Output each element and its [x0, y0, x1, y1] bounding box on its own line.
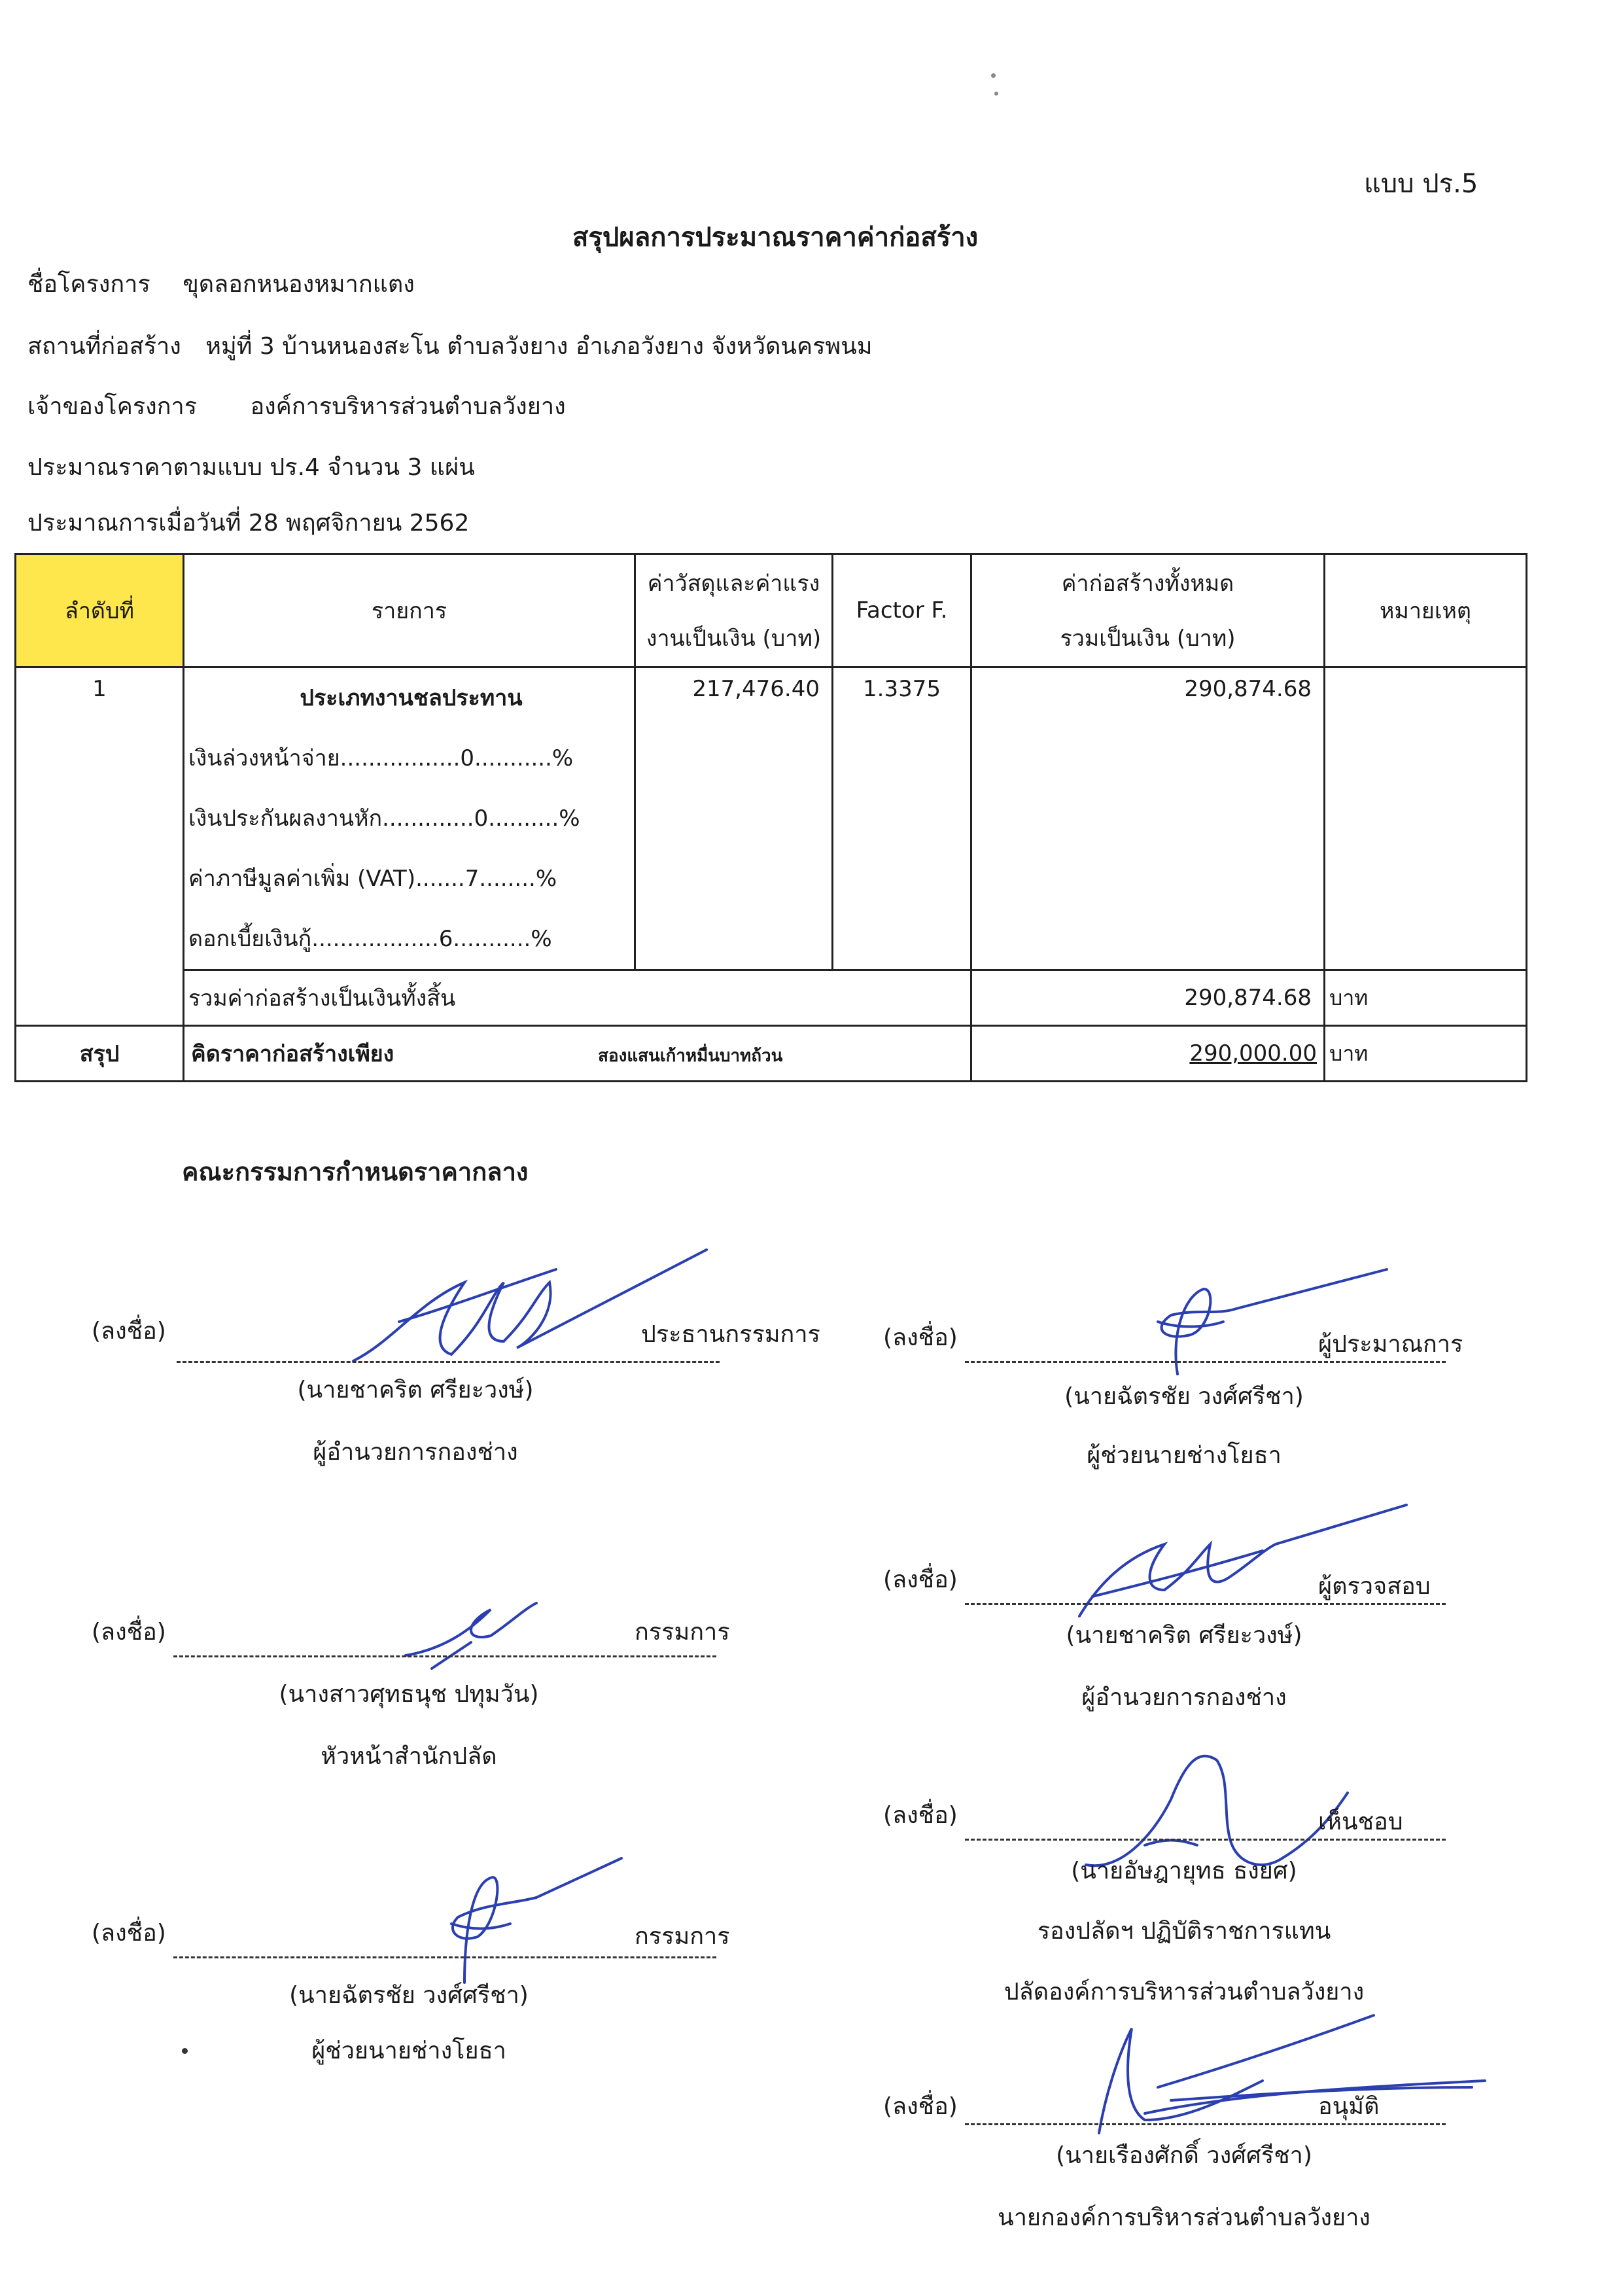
header-order: ลำดับที่ — [16, 554, 184, 667]
project-location-value: หมู่ที่ 3 บ้านหนองสะโน ตำบลวังยาง อำเภอวังยาง จังหวัดนครพนม — [205, 333, 873, 360]
sign-label: (ลงชื่อ) — [883, 2093, 958, 2120]
header-material — [635, 554, 833, 667]
scan-speck — [991, 73, 996, 78]
name-estimator: (นายฉัตรชัย วงศ์ศรีชา) — [1064, 1383, 1304, 1410]
position-agree: รองปลัดฯ ปฏิบัติราชการแทน — [1037, 1918, 1331, 1945]
header-note: หมายเหตุ — [1325, 554, 1527, 667]
project-name-label: ชื่อโครงการ — [27, 271, 150, 298]
row-factor-value: 1.3375 — [833, 667, 971, 970]
header-total-line1: ค่าก่อสร้างทั้งหมด — [1061, 571, 1234, 597]
summary-amount: 290,000.00 — [971, 1026, 1325, 1082]
scan-speck — [994, 92, 998, 96]
handwritten-signature-chair — [340, 1243, 733, 1374]
summary-row — [16, 1026, 1527, 1082]
name-agree: (นายอัษฎายุทธ ธงยศ) — [1071, 1858, 1297, 1884]
role-chair: ประธานกรรมการ — [641, 1321, 820, 1348]
table-row — [16, 667, 1527, 970]
total-unit: บาท — [1325, 970, 1527, 1026]
role-member2: กรรมการ — [635, 1923, 730, 1950]
total-row — [16, 970, 1527, 1026]
sign-label: (ลงชื่อ) — [883, 1802, 958, 1829]
header-material-line2: งานเป็นเงิน (บาท) — [646, 626, 822, 652]
handwritten-signature-member2 — [353, 1858, 628, 1989]
project-owner-value: องค์การบริหารส่วนตำบลวังยาง — [250, 393, 566, 420]
name-member1: (นางสาวศุทธนุช ปทุมวัน) — [279, 1681, 539, 1708]
summary-desc-cell — [184, 1026, 971, 1082]
sub-item-interest: ดอกเบี้ยเงินกู้..................6...........% — [188, 926, 552, 952]
row-order: 1 — [16, 667, 184, 1026]
project-location-line — [27, 327, 873, 364]
row-items — [184, 667, 635, 970]
project-location-label: สถานที่ก่อสร้าง — [27, 333, 181, 360]
sub-item-guarantee: เงินประกันผลงานหัก.............0..........% — [188, 805, 580, 832]
total-label: รวมค่าก่อสร้างเป็นเงินทั้งสิ้น — [184, 970, 971, 1026]
header-item: รายการ — [184, 554, 635, 667]
signature-agree — [883, 1740, 1544, 2005]
signature-chair — [92, 1243, 837, 1479]
header-total — [971, 554, 1325, 667]
signature-checker — [883, 1505, 1544, 1714]
role-member1: กรรมการ — [635, 1619, 730, 1646]
sign-label: (ลงชื่อ) — [92, 1619, 166, 1646]
position-chair: ผู้อำนวยการกองช่าง — [313, 1439, 518, 1466]
total-amount: 290,874.68 — [971, 970, 1325, 1026]
signature-member1 — [92, 1570, 837, 1780]
form-code: แบบ ปร.5 — [1364, 169, 1478, 199]
position-approve: นายกองค์การบริหารส่วนตำบลวังยาง — [998, 2204, 1370, 2231]
role-estimator: ผู้ประมาณการ — [1318, 1331, 1463, 1358]
handwritten-signature-member1 — [393, 1583, 589, 1675]
row-note — [1325, 667, 1527, 970]
sign-label: (ลงชื่อ) — [883, 1566, 958, 1593]
signature-line — [173, 1655, 716, 1657]
document-title: สรุปผลการประมาณราคาค่าก่อสร้าง — [572, 222, 979, 253]
position-checker: ผู้อำนวยการกองช่าง — [1081, 1684, 1287, 1711]
sign-label: (ลงชื่อ) — [883, 1324, 958, 1351]
committee-title: คณะกรรมการกำหนดราคากลาง — [182, 1157, 529, 1186]
estimate-reference: ประมาณราคาตามแบบ ปร.4 จำนวน 3 แผ่น — [27, 454, 475, 481]
sub-item-advance: เงินล่วงหน้าจ่าย.................0...........% — [188, 745, 574, 771]
sub-item-vat: ค่าภาษีมูลค่าเพิ่ม (VAT).......7........% — [188, 866, 557, 892]
signature-estimator — [883, 1276, 1544, 1485]
row-item-title: ประเภทงานชลประทาน — [300, 685, 523, 711]
role-checker: ผู้ตรวจสอบ — [1318, 1573, 1431, 1600]
signature-member2 — [92, 1858, 837, 2074]
summary-words: สองแสนเก้าหมื่นบาทถ้วน — [598, 1046, 783, 1066]
table-header-row — [16, 554, 1527, 667]
summary-unit: บาท — [1325, 1026, 1527, 1082]
project-owner-label: เจ้าของโครงการ — [27, 393, 198, 420]
sign-label: (ลงชื่อ) — [92, 1920, 166, 1947]
handwritten-signature-approve — [1027, 2015, 1498, 2146]
role-agree: เห็นชอบ — [1318, 1809, 1403, 1835]
role-approve: อนุมัติ — [1318, 2093, 1380, 2120]
project-name-value: ขุดลอกหนองหมากแตง — [183, 271, 415, 298]
estimate-date: ประมาณการเมื่อวันที่ 28 พฤศจิกายน 2562 — [27, 510, 470, 537]
position-member2: ผู้ช่วยนายช่างโยธา — [311, 2038, 506, 2064]
header-material-line1: ค่าวัสดุและค่าแรง — [647, 571, 820, 597]
handwritten-signature-checker — [1053, 1505, 1420, 1623]
signature-line — [177, 1361, 720, 1363]
signature-line — [173, 1956, 716, 1958]
sign-label: (ลงชื่อ) — [92, 1318, 166, 1345]
row-material-value: 217,476.40 — [635, 667, 833, 970]
position-estimator: ผู้ช่วยนายช่างโยธา — [1087, 1442, 1282, 1469]
name-chair: (นายชาคริต ศรียะวงษ์) — [297, 1377, 534, 1404]
name-member2: (นายฉัตรชัย วงศ์ศรีชา) — [289, 1982, 529, 2009]
header-factor: Factor F. — [833, 554, 971, 667]
position-member1: หัวหน้าสำนักปลัด — [321, 1743, 497, 1770]
cost-summary-table — [14, 553, 1527, 1082]
scan-speck — [182, 2048, 188, 2054]
signature-approve — [883, 2015, 1544, 2238]
summary-label: สรุป — [16, 1026, 184, 1082]
project-owner-line — [27, 387, 566, 425]
summary-desc: คิดราคาก่อสร้างเพียง — [191, 1041, 394, 1067]
project-name-line — [27, 265, 415, 302]
name-approve: (นายเรืองศักดิ์ วงศ์ศรีชา) — [1056, 2142, 1312, 2169]
header-total-line2: รวมเป็นเงิน (บาท) — [1060, 626, 1236, 652]
position-agree-line2: ปลัดองค์การบริหารส่วนตำบลวังยาง — [1003, 1979, 1365, 2005]
row-total-value: 290,874.68 — [971, 667, 1325, 970]
name-checker: (นายชาคริต ศรียะวงษ์) — [1066, 1622, 1302, 1649]
